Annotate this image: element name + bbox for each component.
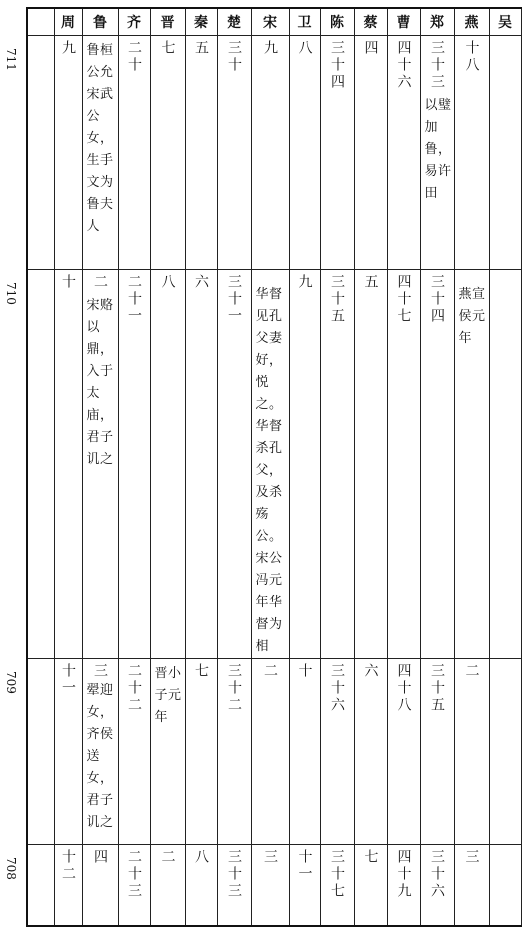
header-year — [27, 8, 54, 36]
year-cell: 710 — [27, 270, 54, 659]
cell-chen: 三十六 — [320, 659, 354, 845]
cell-jin: 八 — [150, 270, 185, 659]
header-row — [27, 8, 521, 36]
cell-lu: 二 宋赂以鼎，入于太庙，君子讥之 — [82, 270, 118, 659]
cell-qin: 七 — [185, 659, 217, 845]
table-row — [27, 270, 521, 659]
header-cai: 蔡 — [354, 8, 387, 36]
header-song: 宋 — [251, 8, 289, 36]
cell-qin: 五 — [185, 36, 217, 270]
cell-yan: 十八 — [454, 36, 489, 270]
year-cell: 708 — [27, 845, 54, 926]
cell-chu: 三十三 — [217, 845, 251, 926]
header-wu: 吴 — [489, 8, 521, 36]
header-wei: 卫 — [289, 8, 320, 36]
header-qi: 齐 — [118, 8, 150, 36]
cell-cai: 五 — [354, 270, 387, 659]
cell-song: 九 — [251, 36, 289, 270]
cell-qi: 二十 — [118, 36, 150, 270]
chronology-table — [4, 7, 522, 927]
cell-chen: 三十七 — [320, 845, 354, 926]
cell-wu — [489, 659, 521, 845]
cell-cao: 四十八 — [387, 659, 420, 845]
cell-lu: 鲁桓公允宋武公女，生手文为鲁夫人 — [82, 36, 118, 270]
cell-zhou: 九 — [54, 36, 82, 270]
cell-chu: 三十 — [217, 36, 251, 270]
cell-zheng: 三十六 — [420, 845, 454, 926]
cell-cao: 四十九 — [387, 845, 420, 926]
header-qin: 秦 — [185, 8, 217, 36]
header-jin: 晋 — [150, 8, 185, 36]
cell-song: 三 — [251, 845, 289, 926]
cell-qin: 八 — [185, 845, 217, 926]
cell-lu: 四 — [82, 845, 118, 926]
table-row — [27, 659, 521, 845]
cell-jin: 七 — [150, 36, 185, 270]
header-yan: 燕 — [454, 8, 489, 36]
header-cao: 曹 — [387, 8, 420, 36]
cell-wei: 十 — [289, 659, 320, 845]
cell-qi: 二十一 — [118, 270, 150, 659]
year-cell: 709 — [27, 659, 54, 845]
cell-yan: 二 — [454, 659, 489, 845]
cell-cai: 六 — [354, 659, 387, 845]
cell-zheng: 三十三 以璧加鲁，易许田 — [420, 36, 454, 270]
cell-chen: 三十四 — [320, 36, 354, 270]
cell-jin: 二 — [150, 845, 185, 926]
cell-zhou: 十 — [54, 270, 82, 659]
header-chu: 楚 — [217, 8, 251, 36]
cell-cao: 四十六 — [387, 36, 420, 270]
cell-song: 二 — [251, 659, 289, 845]
cell-wu — [489, 270, 521, 659]
cell-wu — [489, 36, 521, 270]
cell-cai: 四 — [354, 36, 387, 270]
cell-zhou: 十二 — [54, 845, 82, 926]
cell-qi: 二十二 — [118, 659, 150, 845]
cell-song: 华督见孔父妻好，悦之。华督杀孔父，及杀殇公。宋公冯元年华督为相 — [251, 270, 289, 659]
header-zheng: 郑 — [420, 8, 454, 36]
cell-wei: 九 — [289, 270, 320, 659]
header-zhou: 周 — [54, 8, 82, 36]
cell-wu — [489, 845, 521, 926]
cell-zhou: 十一 — [54, 659, 82, 845]
cell-wei: 十一 — [289, 845, 320, 926]
cell-cai: 七 — [354, 845, 387, 926]
cell-cao: 四十七 — [387, 270, 420, 659]
cell-chen: 三十五 — [320, 270, 354, 659]
cell-zheng: 三十五 — [420, 659, 454, 845]
cell-wei: 八 — [289, 36, 320, 270]
cell-qi: 二十三 — [118, 845, 150, 926]
cell-chu: 三十一 — [217, 270, 251, 659]
cell-jin: 晋小子元年 — [150, 659, 185, 845]
cell-yan: 三 — [454, 845, 489, 926]
table-row — [27, 36, 521, 270]
cell-lu: 三 翚迎女，齐侯送女，君子讥之 — [82, 659, 118, 845]
table-row — [27, 845, 521, 926]
cell-qin: 六 — [185, 270, 217, 659]
header-lu: 鲁 — [82, 8, 118, 36]
cell-chu: 三十二 — [217, 659, 251, 845]
header-chen: 陈 — [320, 8, 354, 36]
cell-yan: 燕宣侯元年 — [454, 270, 489, 659]
cell-zheng: 三十四 — [420, 270, 454, 659]
year-cell: 711 — [27, 36, 54, 270]
